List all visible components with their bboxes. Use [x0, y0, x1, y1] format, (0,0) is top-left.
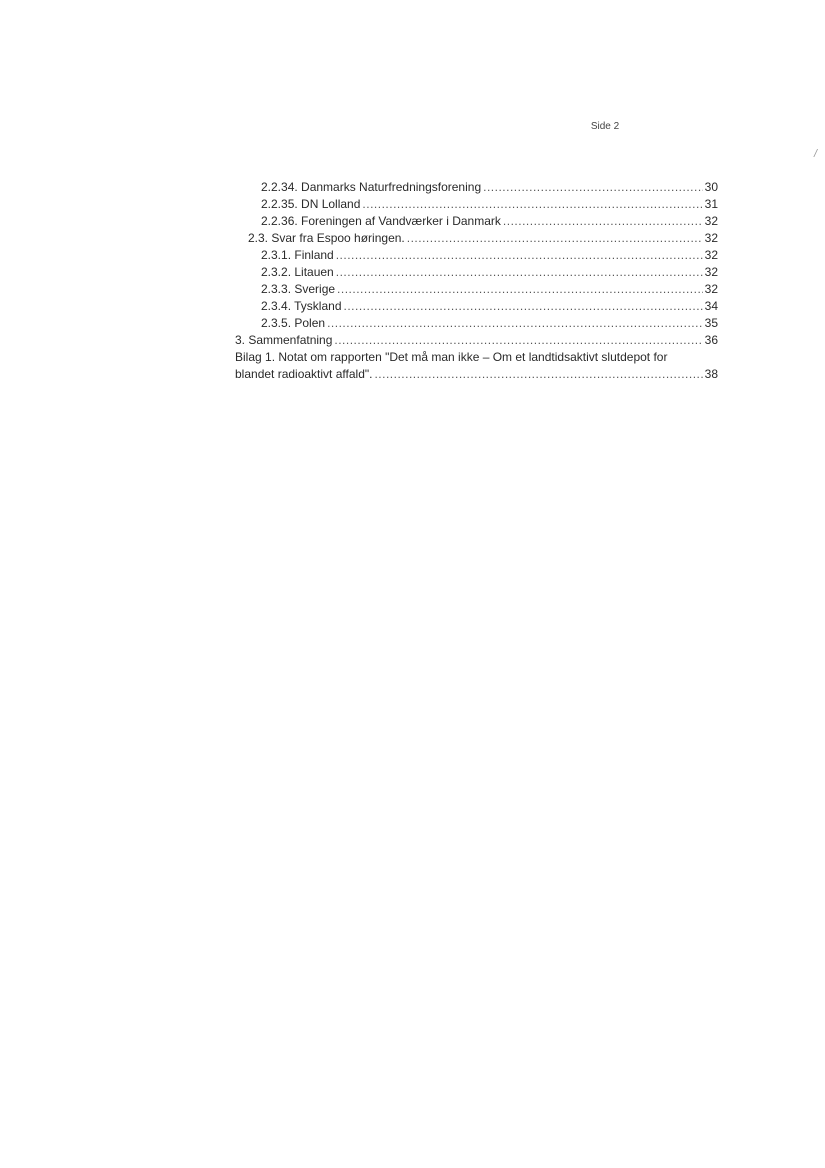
margin-mark: /	[814, 148, 818, 160]
toc-entry-2-3-3[interactable]	[235, 281, 718, 298]
toc-entry-2-2-34[interactable]	[235, 179, 718, 196]
toc-leader-dots	[337, 281, 703, 298]
toc-leader-dots	[334, 332, 702, 349]
toc-entry-title: 2.3.4. Tyskland	[261, 299, 342, 313]
toc-entry-2-3[interactable]	[235, 230, 718, 247]
toc-entry-title: 3. Sammenfatning	[235, 333, 333, 347]
toc-leader-dots	[374, 366, 702, 383]
toc-entry-2-3-4[interactable]	[235, 298, 718, 315]
toc-page-number: 35	[704, 316, 718, 330]
toc-entry-2-3-5[interactable]	[235, 315, 718, 332]
toc-page-number: 32	[704, 231, 718, 245]
toc-leader-dots	[327, 315, 703, 332]
toc-page-number: 34	[704, 299, 718, 313]
toc-page-number: 30	[704, 180, 718, 194]
toc-entry-2-3-2[interactable]	[235, 264, 718, 281]
toc-entry-title: 2.3.5. Polen	[261, 316, 326, 330]
toc-entry-2-2-35[interactable]	[235, 196, 718, 213]
toc-entry-title: 2.2.36. Foreningen af Vandværker i Danmark	[261, 214, 501, 228]
toc-entry-2-2-36[interactable]	[235, 213, 718, 230]
toc-entry-2-3-1[interactable]	[235, 247, 718, 264]
toc-leader-dots	[483, 179, 703, 196]
toc-entry-title: blandet radioaktivt affald".	[235, 367, 373, 381]
toc-page-number: 32	[704, 214, 718, 228]
toc-leader-dots	[407, 230, 703, 247]
table-of-contents	[235, 179, 718, 383]
toc-page-number: 32	[704, 282, 718, 296]
toc-page-number: 32	[704, 265, 718, 279]
toc-entry-title: 2.3.1. Finland	[261, 248, 334, 262]
toc-entry-3[interactable]	[235, 332, 718, 349]
toc-page-number: 36	[704, 333, 718, 347]
toc-page-number: 38	[704, 367, 718, 381]
toc-entry-title: 2.3.3. Sverige	[261, 282, 336, 296]
page-number-header: Side 2	[590, 121, 620, 132]
toc-leader-dots	[344, 298, 703, 315]
toc-leader-dots	[503, 213, 703, 230]
toc-entry-title: 2.3.2. Litauen	[261, 265, 334, 279]
toc-entry-title: 2.2.34. Danmarks Naturfredningsforening	[261, 180, 482, 194]
toc-page-number: 31	[704, 197, 718, 211]
toc-entry-title: 2.2.35. DN Lolland	[261, 197, 361, 211]
toc-entry-title: 2.3. Svar fra Espoo høringen.	[248, 231, 405, 245]
toc-entry-bilag-1-line-1[interactable]: Bilag 1. Notat om rapporten "Det må man ikke – Om et landtidsaktivt slutdepot for	[235, 350, 668, 364]
toc-leader-dots	[336, 264, 703, 281]
toc-entry-bilag-1-line-2[interactable]	[235, 366, 718, 383]
toc-page-number: 32	[704, 248, 718, 262]
toc-leader-dots	[336, 247, 703, 264]
toc-leader-dots	[362, 196, 702, 213]
